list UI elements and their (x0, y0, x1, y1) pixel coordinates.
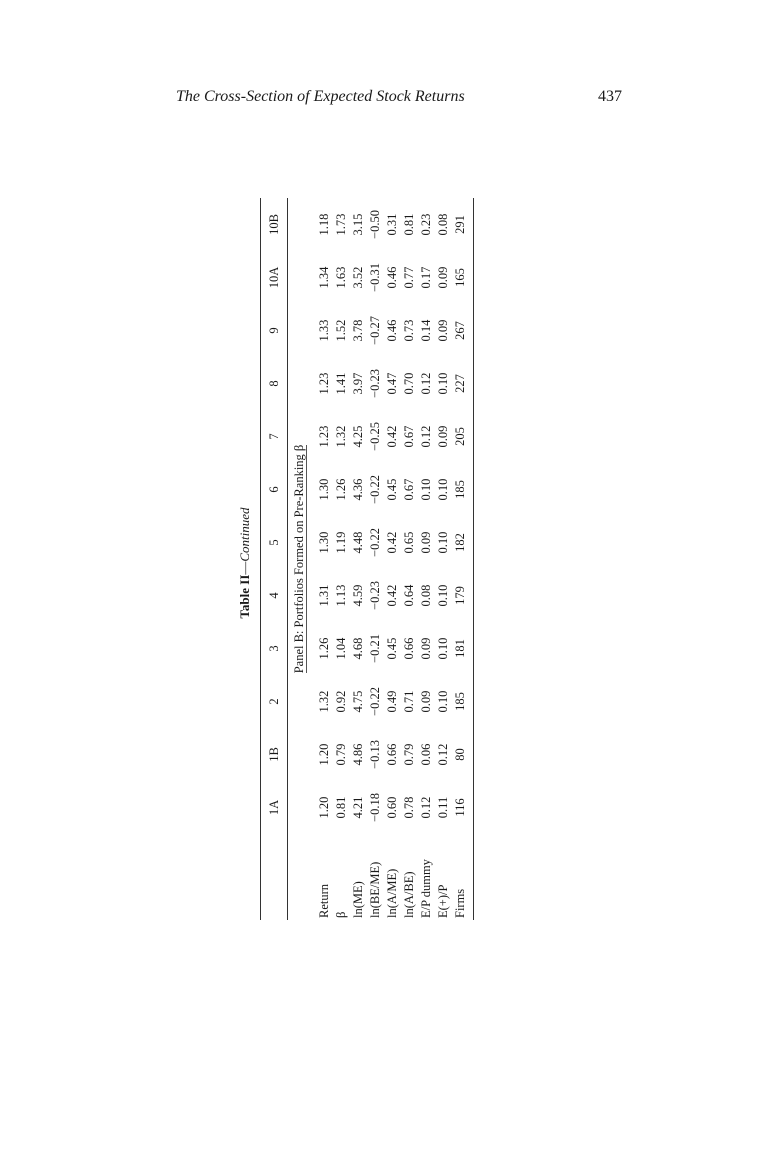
table-cell: 1.18 (317, 213, 331, 236)
table-cell: 0.79 (334, 743, 348, 766)
column-header-stub (261, 834, 288, 920)
table-cell: 205 (452, 410, 474, 463)
table-cell: −0.23 (368, 369, 382, 398)
table-cell: 0.49 (385, 690, 399, 713)
column-header: 7 (261, 410, 288, 463)
table-cell: 0.10 (436, 478, 450, 501)
table-cell: 1.04 (334, 637, 348, 660)
table-cell: −0.18 (368, 793, 382, 822)
row-label: ln(A/BE) (402, 871, 416, 918)
table-cell: 0.09 (419, 531, 433, 554)
column-header: 10B (261, 198, 288, 251)
table-cell: 0.09 (436, 319, 450, 342)
table-cell: −0.23 (368, 581, 382, 610)
column-header: 1B (261, 728, 288, 781)
table-cell: 0.92 (334, 690, 348, 713)
table-cell: 0.10 (436, 372, 450, 395)
table-cell: 0.31 (385, 213, 399, 236)
table-cell: 4.59 (351, 584, 365, 607)
panel-title: Panel B: Portfolios Formed on Pre-Ranking β (291, 444, 306, 674)
table-cell: 0.67 (402, 478, 416, 501)
table-cell: 185 (452, 463, 474, 516)
table-cell: 0.45 (385, 637, 399, 660)
data-table (260, 198, 474, 920)
table-row (367, 198, 384, 920)
table-cell: 0.64 (402, 584, 416, 607)
row-label: E(+)/P (436, 884, 450, 918)
table-cell: 1.19 (334, 531, 348, 554)
table-cell: 0.60 (385, 796, 399, 819)
table-cell: 0.09 (436, 425, 450, 448)
table-cell: 1.20 (317, 796, 331, 819)
table-cell: 1.73 (334, 213, 348, 236)
table-cell: 291 (452, 198, 474, 251)
table-cell: 0.09 (419, 690, 433, 713)
table-cell: 0.42 (385, 425, 399, 448)
table-cell: −0.25 (368, 422, 382, 451)
table-cell: 0.42 (385, 584, 399, 607)
table-cell: 179 (452, 569, 474, 622)
table-cell: 0.23 (419, 213, 433, 236)
table-cell: −0.31 (368, 263, 382, 292)
page-number: 437 (598, 88, 622, 105)
table-cell: 0.14 (419, 319, 433, 342)
column-header: 2 (261, 675, 288, 728)
table-cell: 0.10 (436, 531, 450, 554)
column-header: 6 (261, 463, 288, 516)
table-cell: 0.09 (436, 266, 450, 289)
table-cell: 4.86 (351, 743, 365, 766)
table-cell: 0.09 (419, 637, 433, 660)
table-cell: −0.21 (368, 634, 382, 663)
table-cell: 0.12 (419, 372, 433, 395)
table-cell: 4.48 (351, 531, 365, 554)
table-cell: 1.33 (317, 319, 331, 342)
table-header-row (261, 198, 288, 920)
table-cell: −0.22 (368, 687, 382, 716)
row-label: ln(A/ME) (385, 868, 399, 918)
table-row (452, 198, 474, 920)
table-cell: 0.78 (402, 796, 416, 819)
table-cell: 1.31 (317, 584, 331, 607)
table-cell: 1.23 (317, 372, 331, 395)
panel-title-row (288, 198, 311, 920)
table-cell: 1.63 (334, 266, 348, 289)
table-cell: −0.50 (368, 210, 382, 239)
table-cell: 0.11 (436, 796, 450, 819)
running-title: The Cross-Section of Expected Stock Returns (176, 88, 465, 105)
table-cell: 80 (452, 728, 474, 781)
table-cell: 0.12 (419, 796, 433, 819)
table-cell: 3.97 (351, 372, 365, 395)
table-cell: −0.22 (368, 528, 382, 557)
table-cell: 0.10 (436, 690, 450, 713)
table-cell: 0.17 (419, 266, 433, 289)
table-cell: 1.23 (317, 425, 331, 448)
table-cell: 0.81 (402, 213, 416, 236)
table-cell: 0.42 (385, 531, 399, 554)
table-cell: 227 (452, 357, 474, 410)
column-header: 10A (261, 251, 288, 304)
table-cell: 4.68 (351, 637, 365, 660)
row-label: ln(ME) (351, 881, 365, 918)
table-cell: 116 (452, 781, 474, 834)
table-cell: 4.21 (351, 796, 365, 819)
table-cell: 0.08 (436, 213, 450, 236)
table-cell: 0.47 (385, 372, 399, 395)
table-row (384, 198, 401, 920)
table-cell: 181 (452, 622, 474, 675)
table-cell: 1.20 (317, 743, 331, 766)
column-header: 4 (261, 569, 288, 622)
table-cell: 0.46 (385, 319, 399, 342)
table-cell: 1.32 (334, 425, 348, 448)
table-caption-dash: — (237, 561, 252, 575)
table-cell: 0.10 (436, 637, 450, 660)
table-cell: 182 (452, 516, 474, 569)
column-header: 8 (261, 357, 288, 410)
rotated-table-block (237, 198, 467, 928)
table-row (350, 198, 367, 920)
table-cell: 3.15 (351, 213, 365, 236)
table-cell: 4.36 (351, 478, 365, 501)
table-caption (238, 198, 252, 928)
row-label: E/P dummy (419, 859, 433, 918)
row-label: β (334, 911, 348, 918)
table-cell: 0.65 (402, 531, 416, 554)
table-cell: 1.41 (334, 372, 348, 395)
row-label: ln(BE/ME) (368, 861, 382, 918)
table-cell: 0.46 (385, 266, 399, 289)
table-caption-label: Table II (237, 574, 252, 619)
row-label: Firms (452, 834, 474, 920)
table-row (316, 198, 333, 920)
table-cell: 4.75 (351, 690, 365, 713)
table-row (418, 198, 435, 920)
table-cell: 0.10 (419, 478, 433, 501)
table-cell: −0.27 (368, 316, 382, 345)
table-cell: 0.77 (402, 266, 416, 289)
table-cell: 0.10 (436, 584, 450, 607)
table-cell: −0.22 (368, 475, 382, 504)
table-cell: 1.32 (317, 690, 331, 713)
table-cell: 1.30 (317, 478, 331, 501)
table-cell: 1.34 (317, 266, 331, 289)
table-cell: 0.45 (385, 478, 399, 501)
table-cell: 1.13 (334, 584, 348, 607)
row-label: Return (317, 883, 331, 918)
table-cell: 0.71 (402, 690, 416, 713)
table-cell: 0.12 (436, 743, 450, 766)
table-row (401, 198, 418, 920)
table-cell: 0.70 (402, 372, 416, 395)
column-header: 5 (261, 516, 288, 569)
table-cell: 1.52 (334, 319, 348, 342)
table-cell: 165 (452, 251, 474, 304)
table-cell: 267 (452, 304, 474, 357)
column-header: 9 (261, 304, 288, 357)
table-cell: 0.06 (419, 743, 433, 766)
table-row (435, 198, 452, 920)
column-header: 1A (261, 781, 288, 834)
table-cell: 0.12 (419, 425, 433, 448)
table-cell: 3.52 (351, 266, 365, 289)
table-row (333, 198, 350, 920)
table-cell: 0.81 (334, 796, 348, 819)
table-cell: 0.66 (402, 637, 416, 660)
table-cell: 1.30 (317, 531, 331, 554)
table-cell: 4.25 (351, 425, 365, 448)
table-cell: 3.78 (351, 319, 365, 342)
table-cell: 1.26 (317, 637, 331, 660)
table-cell: 0.73 (402, 319, 416, 342)
table-cell: 185 (452, 675, 474, 728)
table-caption-continued: Continued (237, 507, 252, 562)
table-cell: −0.13 (368, 740, 382, 769)
table-cell: 0.66 (385, 743, 399, 766)
column-header: 3 (261, 622, 288, 675)
table-cell: 0.08 (419, 584, 433, 607)
table-cell: 1.26 (334, 478, 348, 501)
table-cell: 0.79 (402, 743, 416, 766)
table-cell: 0.67 (402, 425, 416, 448)
